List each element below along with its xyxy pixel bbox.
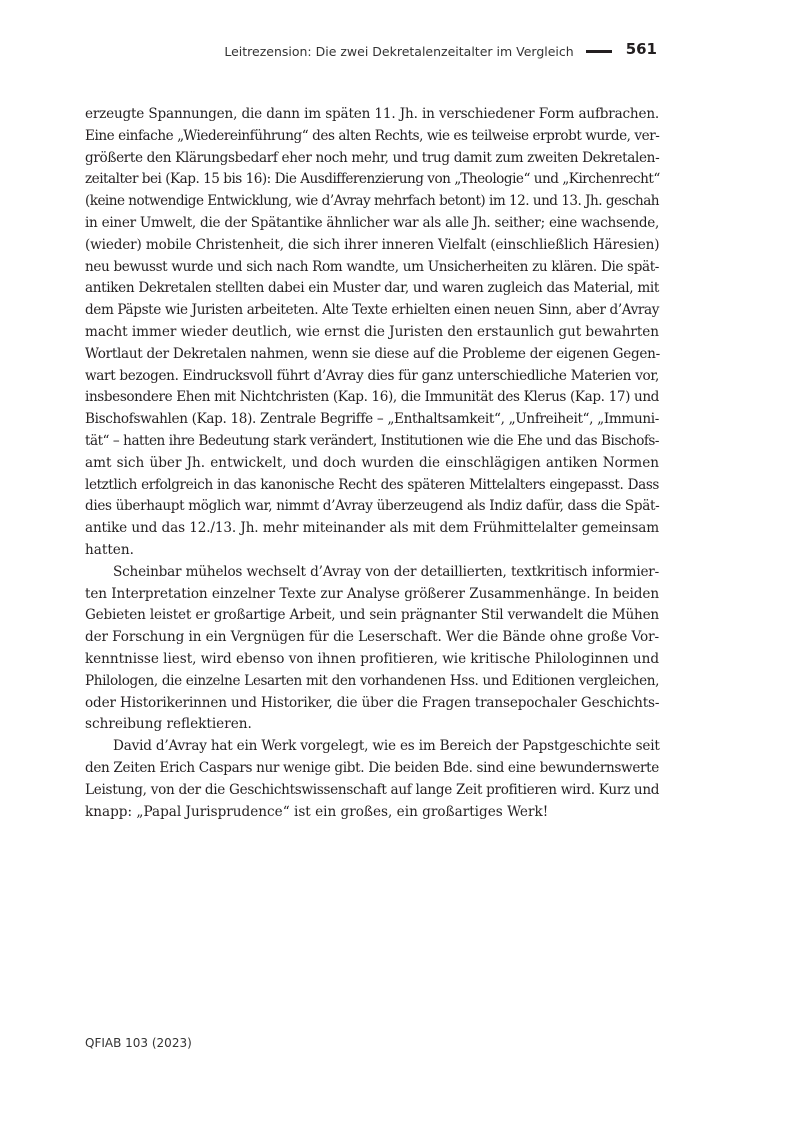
text-line: neu bewusst wurde und sich nach Rom wandte, um Unsicherheiten zu klären. Die spät-	[85, 258, 659, 275]
text-line: der Forschung in ein Vergnügen für die Leserschaft. Wer die Bände ohne große Vor-	[85, 629, 659, 646]
text-line: antiken Dekretalen stellten dabei ein Muster dar, und waren zugleich das Material, mit	[85, 280, 659, 297]
text-line: schreibung reflektieren.	[85, 716, 252, 733]
text-line: macht immer wieder deutlich, wie ernst die Juristen den erstaunlich gut bewahrten	[85, 323, 659, 340]
text-line: Philologen, die einzelne Lesarten mit den vorhandenen Hss. und Editionen vergleichen,	[85, 672, 659, 689]
header-rule	[586, 50, 612, 53]
text-line: dem Päpste wie Juristen arbeiteten. Alte Texte erhielten einen neuen Sinn, aber d’Avray	[85, 302, 659, 319]
text-line: Bischofswahlen (Kap. 18). Zentrale Begriffe – „Enthaltsamkeit“, „Unfreiheit“, „Immuni-	[85, 411, 659, 428]
body-text	[85, 104, 659, 823]
text-line: größerte den Klärungsbedarf eher noch mehr, und trug damit zum zweiten Dekretalen-	[85, 149, 660, 166]
text-line: amt sich über Jh. entwickelt, und doch wurden die einschlägigen antiken Normen	[85, 454, 659, 471]
text-line: (keine notwendige Entwicklung, wie d’Avray mehrfach betont) im 12. und 13. Jh. geschah	[85, 193, 659, 210]
text-line: Eine einfache „Wiedereinführung“ des alten Rechts, wie es teilweise erprobt wurde, ver-	[85, 127, 660, 144]
text-line: oder Historikerinnen und Historiker, die über die Fragen transepochaler Geschichts-	[85, 694, 660, 711]
text-line: Wortlaut der Dekretalen nahmen, wenn sie diese auf die Probleme der eigenen Gegen-	[85, 345, 660, 362]
running-title: Leitrezension: Die zwei Dekretalenzeitalter im Vergleich	[224, 43, 574, 59]
text-line: Scheinbar mühelos wechselt d’Avray von der detaillierten, textkritisch informier-	[113, 563, 659, 580]
text-line: letztlich erfolgreich in das kanonische Recht des späteren Mittelalters eingepasst. Dass	[85, 476, 659, 493]
paragraph-3	[85, 736, 659, 823]
page-number: 561	[625, 40, 657, 58]
running-header	[224, 42, 655, 60]
text-line: kenntnisse liest, wird ebenso von ihnen profitieren, wie kritische Philologinnen und	[85, 650, 659, 667]
text-line: Leistung, von der die Geschichtswissenschaft auf lange Zeit profitieren wird. Kurz und	[85, 781, 660, 798]
paragraph-2	[85, 562, 659, 736]
text-line: ten Interpretation einzelner Texte zur Analyse größerer Zusammenhänge. In beiden	[85, 585, 659, 602]
text-line: knapp: „Papal Jurisprudence“ ist ein großes, ein großartiges Werk!	[85, 803, 549, 820]
paragraph-1	[85, 104, 659, 562]
journal-footer: QFIAB 103 (2023)	[85, 1036, 192, 1050]
text-line: zeitalter bei (Kap. 15 bis 16): Die Ausdifferenzierung von „Theologie“ und „Kirchenrecht“	[85, 171, 660, 188]
text-line: antike und das 12./13. Jh. mehr miteinander als mit dem Frühmittelalter gemeinsam	[85, 520, 659, 537]
text-line: hatten.	[85, 541, 134, 558]
text-line: in einer Umwelt, die der Spätantike ähnlicher war als alle Jh. seither; eine wachsende,	[85, 214, 659, 231]
text-line: David d’Avray hat ein Werk vorgelegt, wie es im Bereich der Papstgeschichte seit	[113, 738, 660, 755]
text-line: den Zeiten Erich Caspars nur wenige gibt. Die beiden Bde. sind eine bewundernswerte	[85, 759, 659, 776]
text-line: Gebieten leistet er großartige Arbeit, und sein prägnanter Stil verwandelt die Mühen	[85, 607, 659, 624]
text-line: tät“ – hatten ihre Bedeutung stark verändert, Institutionen wie die Ehe und das Bischofs-	[85, 432, 659, 449]
text-line: dies überhaupt möglich war, nimmt d’Avray überzeugend als Indiz dafür, dass die Spät-	[85, 498, 660, 515]
text-line: (wieder) mobile Christenheit, die sich ihrer inneren Vielfalt (einschließlich Häresien)	[85, 236, 660, 253]
text-line: wart bezogen. Eindrucksvoll führt d’Avray dies für ganz unterschiedliche Materien vor,	[85, 367, 659, 384]
text-line: insbesondere Ehen mit Nichtchristen (Kap. 16), die Immunität des Klerus (Kap. 17) und	[85, 389, 659, 406]
text-line: erzeugte Spannungen, die dann im späten 11. Jh. in verschiedener Form aufbrachen.	[85, 106, 659, 122]
